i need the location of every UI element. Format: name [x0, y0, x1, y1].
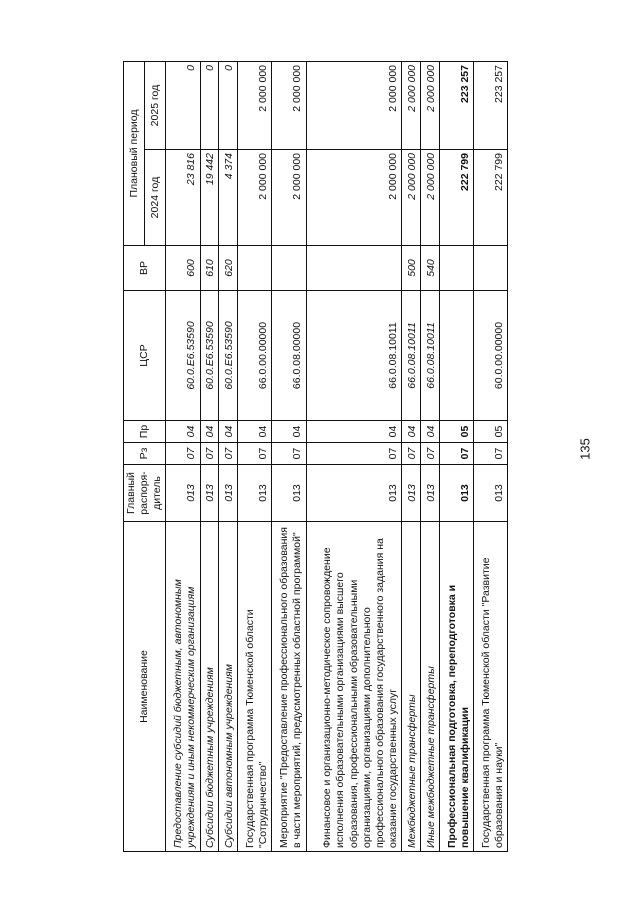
cell-2025: 0	[200, 62, 219, 150]
cell-2024: 19 442	[200, 150, 219, 246]
cell-csr: 66.0.08.10011	[420, 291, 439, 421]
cell-vr: 610	[200, 246, 219, 291]
table-row	[473, 62, 507, 852]
table-body	[166, 62, 508, 852]
cell-grbs: 013	[200, 465, 219, 522]
cell-rz: 07	[439, 443, 473, 465]
cell-vr	[473, 246, 507, 291]
cell-pr: 04	[200, 421, 219, 443]
cell-vr: 620	[219, 246, 238, 291]
cell-grbs: 013	[473, 465, 507, 522]
cell-name: Субсидии автономным учреждениям	[219, 522, 238, 852]
header-2024: 2024 год	[145, 150, 166, 246]
cell-2025: 2 000 000	[238, 62, 272, 150]
cell-csr	[439, 291, 473, 421]
cell-grbs: 013	[420, 465, 439, 522]
cell-2024: 23 816	[166, 150, 200, 246]
table-row	[420, 62, 439, 852]
table-row	[238, 62, 272, 852]
cell-rz: 07	[306, 443, 402, 465]
cell-2024: 2 000 000	[272, 150, 306, 246]
cell-2024: 2 000 000	[402, 150, 421, 246]
cell-pr: 04	[420, 421, 439, 443]
cell-2024: 222 799	[439, 150, 473, 246]
cell-grbs: 013	[306, 465, 402, 522]
cell-vr	[272, 246, 306, 291]
cell-csr: 60.0.E6.53590	[219, 291, 238, 421]
cell-grbs: 013	[439, 465, 473, 522]
cell-pr: 04	[402, 421, 421, 443]
cell-pr: 04	[238, 421, 272, 443]
cell-2025: 223 257	[439, 62, 473, 150]
cell-name: Государственная программа Тюменской области "Сотрудничество"	[238, 522, 272, 852]
budget-table	[123, 61, 508, 852]
cell-csr: 60.0.E6.53590	[200, 291, 219, 421]
cell-2025: 2 000 000	[402, 62, 421, 150]
cell-rz: 07	[473, 443, 507, 465]
cell-2025: 2 000 000	[272, 62, 306, 150]
cell-rz: 07	[166, 443, 200, 465]
cell-csr: 66.0.08.10011	[306, 291, 402, 421]
cell-vr: 540	[420, 246, 439, 291]
cell-2024: 222 799	[473, 150, 507, 246]
cell-2025: 223 257	[473, 62, 507, 150]
cell-2024: 2 000 000	[420, 150, 439, 246]
cell-rz: 07	[272, 443, 306, 465]
cell-pr: 04	[166, 421, 200, 443]
cell-name: Межбюджетные трансферты	[402, 522, 421, 852]
cell-name: Субсидии бюджетным учреждениям	[200, 522, 219, 852]
header-grbs: Главный распоря-дитель	[124, 465, 166, 522]
cell-2025: 0	[219, 62, 238, 150]
cell-name: Профессиональная подготовка, переподготовка и повышение квалификации	[439, 522, 473, 852]
cell-name: Иные межбюджетные трансферты	[420, 522, 439, 852]
cell-pr: 04	[272, 421, 306, 443]
cell-2025: 2 000 000	[420, 62, 439, 150]
header-csr: ЦСР	[124, 291, 166, 421]
header-pr: Пр	[124, 421, 166, 443]
cell-csr: 66.0.00.00000	[238, 291, 272, 421]
cell-2025: 0	[166, 62, 200, 150]
header-period: Плановый период	[124, 62, 145, 246]
cell-pr: 04	[306, 421, 402, 443]
table-row	[200, 62, 219, 852]
cell-grbs: 013	[402, 465, 421, 522]
cell-name: Финансовое и организационно-методическое сопровождение исполнения образовательными организациями высшего образования, профессиональными образовательными организациями, организациями дополнительного профессионального образования государственного задания на оказание государственных услуг	[306, 522, 402, 852]
cell-csr: 66.0.08.00000	[272, 291, 306, 421]
header-row-1	[124, 62, 145, 852]
cell-grbs: 013	[238, 465, 272, 522]
header-rz: Рз	[124, 443, 166, 465]
cell-pr: 04	[219, 421, 238, 443]
table-row	[306, 62, 402, 852]
table-row	[219, 62, 238, 852]
cell-rz: 07	[238, 443, 272, 465]
cell-csr: 66.0.08.10011	[402, 291, 421, 421]
cell-grbs: 013	[219, 465, 238, 522]
cell-vr	[306, 246, 402, 291]
table-row	[402, 62, 421, 852]
cell-rz: 07	[420, 443, 439, 465]
cell-2024: 4 374	[219, 150, 238, 246]
cell-vr	[439, 246, 473, 291]
cell-name: Государственная программа Тюменской области "Развитие образования и науки"	[473, 522, 507, 852]
cell-rz: 07	[402, 443, 421, 465]
rotated-table-container	[123, 62, 505, 852]
cell-2024: 2 000 000	[306, 150, 402, 246]
cell-csr: 60.0.00.00000	[473, 291, 507, 421]
table-row	[166, 62, 200, 852]
cell-vr: 500	[402, 246, 421, 291]
cell-grbs: 013	[166, 465, 200, 522]
cell-vr	[238, 246, 272, 291]
table-row	[272, 62, 306, 852]
cell-csr: 60.0.E6.53590	[166, 291, 200, 421]
cell-name: Мероприятие "Предоставление профессионального образования в части мероприятий, предусмотренных областной программой"	[272, 522, 306, 852]
header-name: Наименование	[124, 522, 166, 852]
header-2025: 2025 год	[145, 62, 166, 150]
cell-grbs: 013	[272, 465, 306, 522]
table-row	[439, 62, 473, 852]
cell-vr: 600	[166, 246, 200, 291]
cell-2025: 2 000 000	[306, 62, 402, 150]
cell-pr: 05	[473, 421, 507, 443]
cell-rz: 07	[200, 443, 219, 465]
header-vr: ВР	[124, 246, 166, 291]
cell-pr: 05	[439, 421, 473, 443]
table-viewport	[123, 62, 505, 852]
cell-rz: 07	[219, 443, 238, 465]
cell-2024: 2 000 000	[238, 150, 272, 246]
page-number: 135	[577, 438, 593, 460]
cell-name: Предоставление субсидий бюджетным, автономным учреждениям и иным некоммерческим организациям	[166, 522, 200, 852]
